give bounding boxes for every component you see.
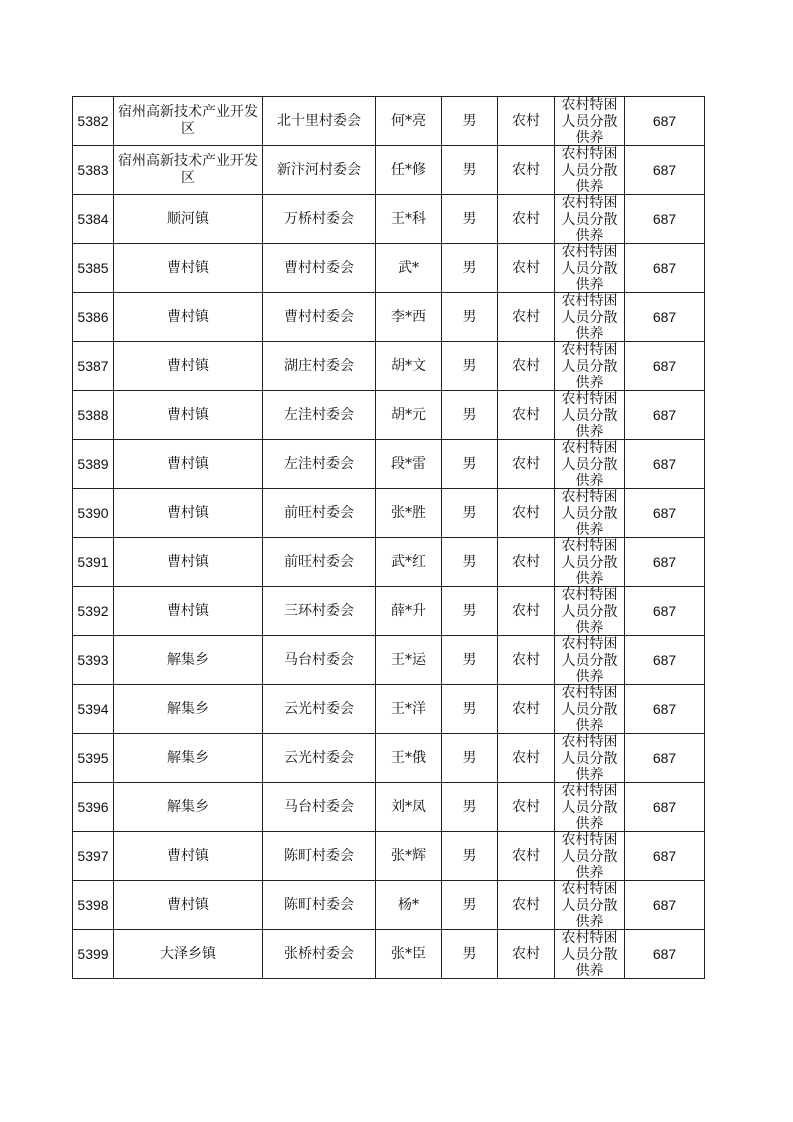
gender-cell: 男 (442, 881, 498, 930)
assistance-type-line: 人员分散 (561, 554, 618, 571)
township-cell (114, 97, 263, 146)
assistance-type-line: 人员分散 (561, 260, 618, 277)
village-committee-cell: 马台村委会 (263, 783, 376, 832)
assistance-type-line: 人员分散 (561, 652, 618, 669)
gender-cell: 男 (442, 636, 498, 685)
person-name-cell: 薛*升 (376, 587, 442, 636)
village-committee-cell: 湖庄村委会 (263, 342, 376, 391)
table-row (73, 685, 705, 734)
area-type-cell: 农村 (498, 783, 555, 832)
assistance-type-line: 供养 (575, 424, 604, 439)
table-row (73, 930, 705, 979)
assistance-type-cell (555, 587, 625, 636)
serial-number-cell: 5382 (73, 97, 114, 146)
amount-cell: 687 (625, 881, 705, 930)
assistance-type-line: 农村特困 (561, 685, 618, 701)
township-cell (114, 293, 263, 342)
assistance-type-line: 农村特困 (561, 97, 618, 113)
assistance-type-line: 人员分散 (561, 799, 618, 816)
assistance-type-cell (555, 293, 625, 342)
assistance-type-line: 供养 (575, 277, 604, 292)
person-name-cell: 武* (376, 244, 442, 293)
gender-cell: 男 (442, 734, 498, 783)
serial-number-cell: 5388 (73, 391, 114, 440)
serial-number-cell: 5385 (73, 244, 114, 293)
serial-number-cell: 5383 (73, 146, 114, 195)
gender-cell: 男 (442, 146, 498, 195)
township-cell (114, 244, 263, 293)
township-label: 宿州高新技术产业开发区 (118, 104, 258, 137)
village-committee-cell: 左洼村委会 (263, 391, 376, 440)
township-label: 曹村镇 (167, 847, 209, 864)
township-label: 曹村镇 (167, 455, 209, 472)
assistance-type-cell (555, 489, 625, 538)
area-type-cell: 农村 (498, 440, 555, 489)
area-type-cell: 农村 (498, 734, 555, 783)
person-name-cell: 任*修 (376, 146, 442, 195)
amount-cell: 687 (625, 636, 705, 685)
assistance-type-cell (555, 832, 625, 881)
serial-number-cell: 5389 (73, 440, 114, 489)
township-cell (114, 587, 263, 636)
township-cell (114, 489, 263, 538)
township-cell (114, 930, 263, 979)
person-name-cell: 何*亮 (376, 97, 442, 146)
village-committee-cell: 马台村委会 (263, 636, 376, 685)
township-label: 曹村镇 (167, 406, 209, 423)
township-cell (114, 832, 263, 881)
assistance-type-line: 农村特困 (561, 342, 618, 358)
assistance-type-line: 人员分散 (561, 309, 618, 326)
person-name-cell: 胡*文 (376, 342, 442, 391)
beneficiary-table (72, 96, 705, 979)
township-label: 解集乡 (167, 700, 209, 717)
assistance-type-line: 供养 (575, 571, 604, 586)
serial-number-cell: 5398 (73, 881, 114, 930)
assistance-type-line: 人员分散 (561, 407, 618, 424)
village-committee-cell: 三环村委会 (263, 587, 376, 636)
township-label: 曹村镇 (167, 553, 209, 570)
amount-cell: 687 (625, 195, 705, 244)
assistance-type-cell (555, 440, 625, 489)
village-committee-cell: 张桥村委会 (263, 930, 376, 979)
amount-cell: 687 (625, 685, 705, 734)
township-cell (114, 440, 263, 489)
area-type-cell: 农村 (498, 930, 555, 979)
assistance-type-line: 农村特困 (561, 881, 618, 897)
assistance-type-cell (555, 783, 625, 832)
area-type-cell: 农村 (498, 293, 555, 342)
assistance-type-line: 人员分散 (561, 750, 618, 767)
amount-cell: 687 (625, 391, 705, 440)
assistance-type-line: 供养 (575, 767, 604, 782)
township-cell (114, 636, 263, 685)
area-type-cell: 农村 (498, 685, 555, 734)
area-type-cell: 农村 (498, 342, 555, 391)
assistance-type-line: 供养 (575, 522, 604, 537)
assistance-type-line: 人员分散 (561, 162, 618, 179)
township-label: 曹村镇 (167, 504, 209, 521)
gender-cell: 男 (442, 587, 498, 636)
assistance-type-line: 农村特困 (561, 195, 618, 211)
serial-number-cell: 5391 (73, 538, 114, 587)
assistance-type-cell (555, 685, 625, 734)
township-label: 曹村镇 (167, 896, 209, 913)
assistance-type-line: 供养 (575, 620, 604, 635)
table-row (73, 440, 705, 489)
gender-cell: 男 (442, 930, 498, 979)
assistance-type-line: 农村特困 (561, 440, 618, 456)
gender-cell: 男 (442, 832, 498, 881)
serial-number-cell: 5392 (73, 587, 114, 636)
assistance-type-line: 供养 (575, 179, 604, 194)
township-cell (114, 146, 263, 195)
township-label: 宿州高新技术产业开发区 (118, 153, 258, 186)
area-type-cell: 农村 (498, 146, 555, 195)
table-row (73, 538, 705, 587)
serial-number-cell: 5397 (73, 832, 114, 881)
village-committee-cell: 曹村村委会 (263, 293, 376, 342)
amount-cell: 687 (625, 587, 705, 636)
table-row (73, 783, 705, 832)
amount-cell: 687 (625, 97, 705, 146)
table-row (73, 636, 705, 685)
assistance-type-line: 农村特困 (561, 489, 618, 505)
assistance-type-cell (555, 342, 625, 391)
gender-cell: 男 (442, 195, 498, 244)
township-cell (114, 685, 263, 734)
township-cell (114, 195, 263, 244)
area-type-cell: 农村 (498, 195, 555, 244)
person-name-cell: 李*西 (376, 293, 442, 342)
assistance-type-cell (555, 930, 625, 979)
village-committee-cell: 左洼村委会 (263, 440, 376, 489)
amount-cell: 687 (625, 930, 705, 979)
person-name-cell: 段*雷 (376, 440, 442, 489)
gender-cell: 男 (442, 342, 498, 391)
assistance-type-line: 农村特困 (561, 244, 618, 260)
table-row (73, 489, 705, 538)
assistance-type-line: 农村特困 (561, 783, 618, 799)
assistance-type-line: 供养 (575, 228, 604, 243)
village-committee-cell: 前旺村委会 (263, 538, 376, 587)
person-name-cell: 王*俄 (376, 734, 442, 783)
gender-cell: 男 (442, 538, 498, 587)
assistance-type-cell (555, 97, 625, 146)
assistance-type-line: 农村特困 (561, 832, 618, 848)
township-label: 解集乡 (167, 749, 209, 766)
assistance-type-cell (555, 734, 625, 783)
township-cell (114, 783, 263, 832)
amount-cell: 687 (625, 244, 705, 293)
assistance-type-line: 供养 (575, 963, 604, 978)
assistance-type-line: 供养 (575, 326, 604, 341)
area-type-cell: 农村 (498, 587, 555, 636)
person-name-cell: 张*辉 (376, 832, 442, 881)
assistance-type-cell (555, 195, 625, 244)
table-row (73, 587, 705, 636)
assistance-type-line: 供养 (575, 914, 604, 929)
area-type-cell: 农村 (498, 391, 555, 440)
assistance-type-line: 供养 (575, 718, 604, 733)
gender-cell: 男 (442, 440, 498, 489)
area-type-cell: 农村 (498, 489, 555, 538)
person-name-cell: 胡*元 (376, 391, 442, 440)
assistance-type-cell (555, 391, 625, 440)
gender-cell: 男 (442, 244, 498, 293)
township-label: 曹村镇 (167, 259, 209, 276)
amount-cell: 687 (625, 734, 705, 783)
township-label: 顺河镇 (167, 210, 209, 227)
township-label: 解集乡 (167, 651, 209, 668)
amount-cell: 687 (625, 832, 705, 881)
assistance-type-line: 人员分散 (561, 505, 618, 522)
township-label: 解集乡 (167, 798, 209, 815)
village-committee-cell: 云光村委会 (263, 734, 376, 783)
table-row (73, 244, 705, 293)
assistance-type-line: 供养 (575, 473, 604, 488)
assistance-type-line: 供养 (575, 865, 604, 880)
serial-number-cell: 5387 (73, 342, 114, 391)
serial-number-cell: 5399 (73, 930, 114, 979)
table-row (73, 293, 705, 342)
township-cell (114, 734, 263, 783)
assistance-type-line: 农村特困 (561, 587, 618, 603)
township-label: 曹村镇 (167, 602, 209, 619)
amount-cell: 687 (625, 440, 705, 489)
township-label: 曹村镇 (167, 357, 209, 374)
person-name-cell: 王*洋 (376, 685, 442, 734)
serial-number-cell: 5386 (73, 293, 114, 342)
assistance-type-line: 供养 (575, 130, 604, 145)
serial-number-cell: 5395 (73, 734, 114, 783)
serial-number-cell: 5390 (73, 489, 114, 538)
table-row (73, 881, 705, 930)
village-committee-cell: 北十里村委会 (263, 97, 376, 146)
assistance-type-line: 农村特困 (561, 538, 618, 554)
assistance-type-line: 农村特困 (561, 146, 618, 162)
serial-number-cell: 5384 (73, 195, 114, 244)
village-committee-cell: 前旺村委会 (263, 489, 376, 538)
assistance-type-line: 人员分散 (561, 456, 618, 473)
area-type-cell: 农村 (498, 881, 555, 930)
person-name-cell: 张*臣 (376, 930, 442, 979)
area-type-cell: 农村 (498, 636, 555, 685)
person-name-cell: 张*胜 (376, 489, 442, 538)
table-row (73, 342, 705, 391)
person-name-cell: 王*运 (376, 636, 442, 685)
amount-cell: 687 (625, 342, 705, 391)
person-name-cell: 刘*凤 (376, 783, 442, 832)
person-name-cell: 武*红 (376, 538, 442, 587)
area-type-cell: 农村 (498, 832, 555, 881)
area-type-cell: 农村 (498, 97, 555, 146)
table-row (73, 734, 705, 783)
person-name-cell: 王*科 (376, 195, 442, 244)
village-committee-cell: 新汴河村委会 (263, 146, 376, 195)
table-body (73, 97, 705, 979)
assistance-type-line: 农村特困 (561, 293, 618, 309)
assistance-type-line: 人员分散 (561, 603, 618, 620)
assistance-type-line: 农村特困 (561, 734, 618, 750)
assistance-type-line: 供养 (575, 669, 604, 684)
assistance-type-line: 人员分散 (561, 211, 618, 228)
amount-cell: 687 (625, 489, 705, 538)
assistance-type-line: 人员分散 (561, 113, 618, 130)
table-row (73, 391, 705, 440)
village-committee-cell: 云光村委会 (263, 685, 376, 734)
assistance-type-cell (555, 538, 625, 587)
amount-cell: 687 (625, 293, 705, 342)
serial-number-cell: 5394 (73, 685, 114, 734)
township-cell (114, 538, 263, 587)
township-label: 曹村镇 (167, 308, 209, 325)
gender-cell: 男 (442, 685, 498, 734)
assistance-type-cell (555, 146, 625, 195)
table-row (73, 97, 705, 146)
gender-cell: 男 (442, 97, 498, 146)
township-cell (114, 342, 263, 391)
person-name-cell: 杨* (376, 881, 442, 930)
amount-cell: 687 (625, 783, 705, 832)
township-cell (114, 391, 263, 440)
assistance-type-line: 人员分散 (561, 358, 618, 375)
village-committee-cell: 陈町村委会 (263, 881, 376, 930)
assistance-type-cell (555, 881, 625, 930)
table-row (73, 146, 705, 195)
assistance-type-line: 人员分散 (561, 701, 618, 718)
gender-cell: 男 (442, 293, 498, 342)
assistance-type-cell (555, 244, 625, 293)
assistance-type-cell (555, 636, 625, 685)
gender-cell: 男 (442, 391, 498, 440)
amount-cell: 687 (625, 538, 705, 587)
village-committee-cell: 万桥村委会 (263, 195, 376, 244)
township-cell (114, 881, 263, 930)
serial-number-cell: 5393 (73, 636, 114, 685)
village-committee-cell: 曹村村委会 (263, 244, 376, 293)
assistance-type-line: 供养 (575, 375, 604, 390)
area-type-cell: 农村 (498, 244, 555, 293)
assistance-type-line: 农村特困 (561, 930, 618, 946)
assistance-type-line: 人员分散 (561, 897, 618, 914)
assistance-type-line: 供养 (575, 816, 604, 831)
assistance-type-line: 人员分散 (561, 848, 618, 865)
assistance-type-line: 农村特困 (561, 636, 618, 652)
assistance-type-line: 农村特困 (561, 391, 618, 407)
township-label: 大泽乡镇 (160, 945, 216, 962)
amount-cell: 687 (625, 146, 705, 195)
serial-number-cell: 5396 (73, 783, 114, 832)
gender-cell: 男 (442, 489, 498, 538)
village-committee-cell: 陈町村委会 (263, 832, 376, 881)
gender-cell: 男 (442, 783, 498, 832)
table-row (73, 195, 705, 244)
assistance-type-line: 人员分散 (561, 946, 618, 963)
area-type-cell: 农村 (498, 538, 555, 587)
table-row (73, 832, 705, 881)
